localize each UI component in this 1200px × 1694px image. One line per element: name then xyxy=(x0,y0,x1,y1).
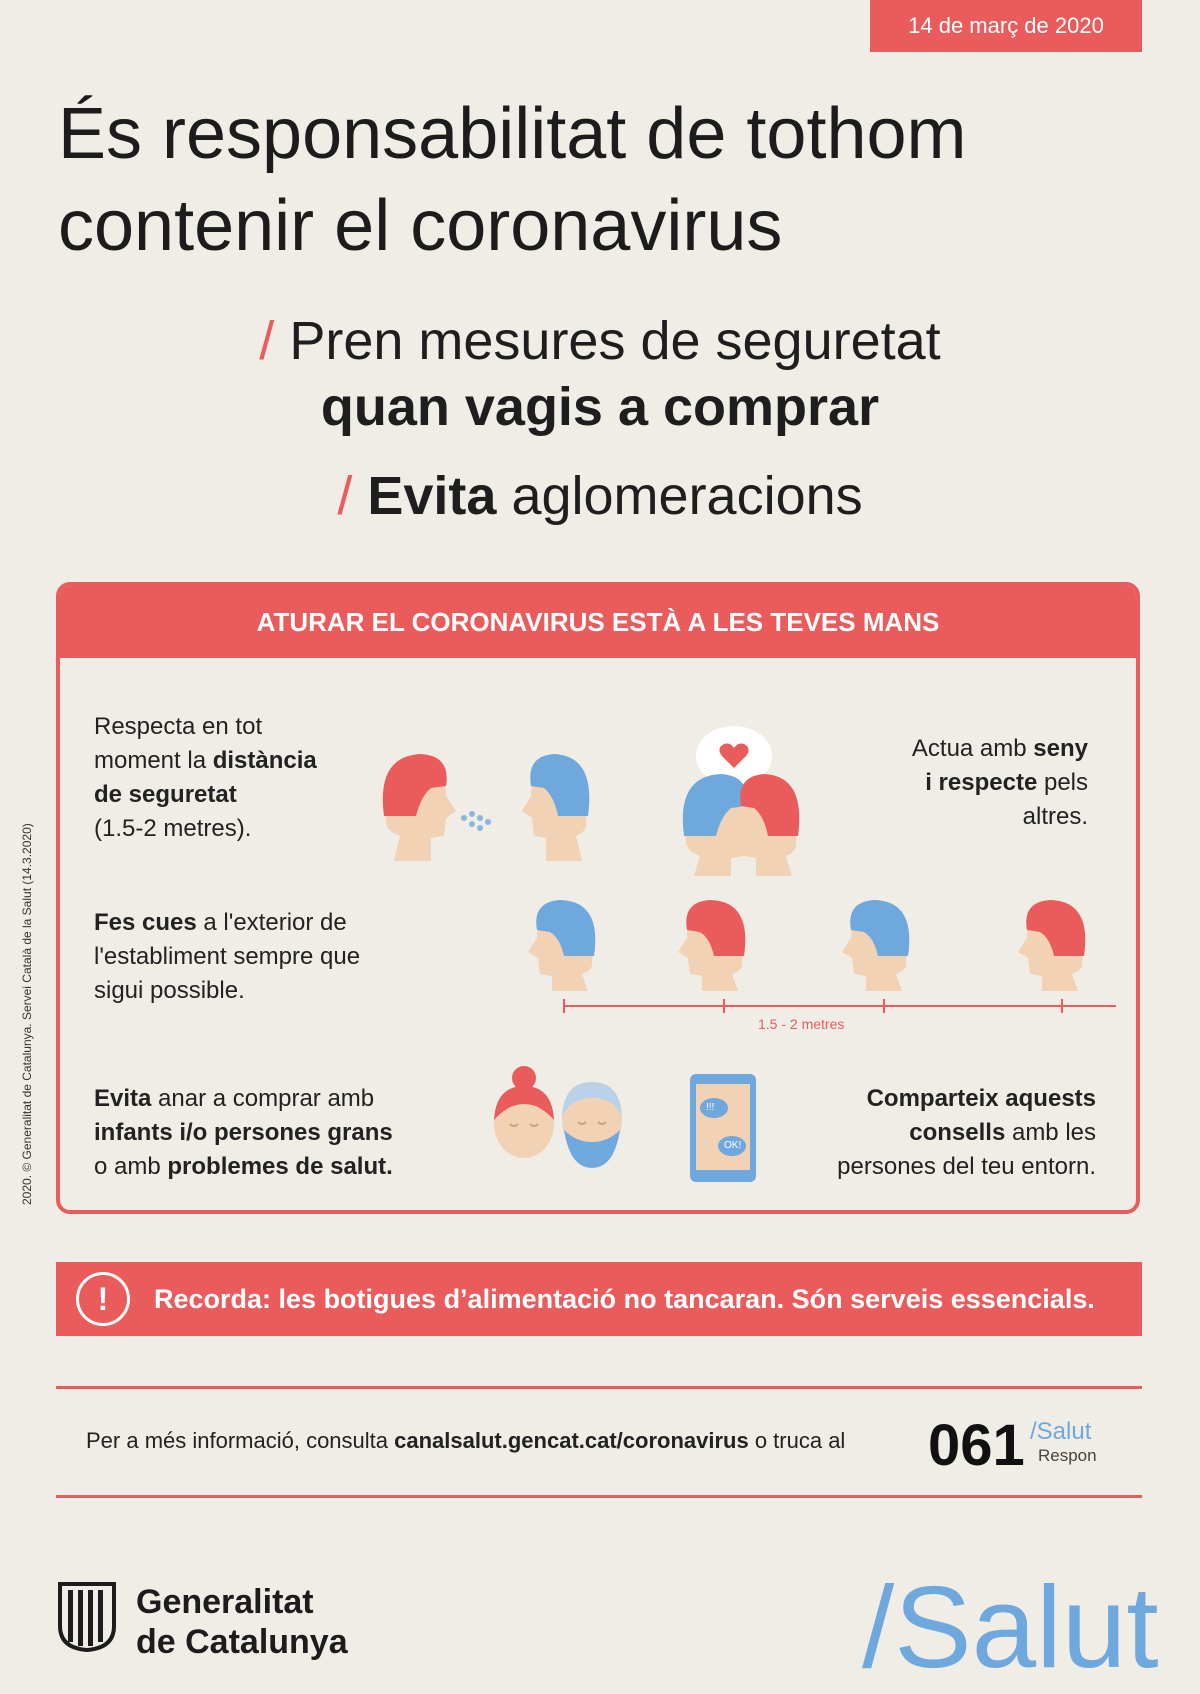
phone-number[interactable]: 061 xyxy=(928,1413,1025,1478)
tip-text: persones del teu entorn. xyxy=(837,1153,1096,1180)
info-link[interactable]: canalsalut.gencat.cat/coronavirus xyxy=(394,1428,749,1453)
distance-label: 1.5 - 2 metres xyxy=(758,1016,845,1032)
distance-arrows xyxy=(564,999,1116,1013)
date-text: 14 de març de 2020 xyxy=(908,13,1104,38)
head-red-icon xyxy=(732,774,799,876)
page-title xyxy=(58,88,967,272)
reminder-text: Recorda: les botigues d’alimentació no tancaran. Són serveis essencials. xyxy=(154,1283,1095,1314)
subtitle-line-2: quan vagis a comprar xyxy=(320,377,880,437)
tip-share xyxy=(837,1082,1096,1184)
subtitle-line-1: Pren mesures de seguretat xyxy=(289,311,941,371)
tip-text: moment la xyxy=(94,747,213,774)
alert-icon: ! xyxy=(76,1272,130,1326)
tip-text: sigui possible. xyxy=(94,977,245,1004)
tip-bold: problemes de salut. xyxy=(167,1153,393,1180)
tip-text: amb les xyxy=(1005,1119,1096,1146)
title-line-2: contenir el coronavirus xyxy=(58,186,783,266)
tip-text: Respecta en tot xyxy=(94,713,263,740)
tip-respect xyxy=(912,732,1088,834)
tips-box xyxy=(56,582,1140,1214)
date-badge xyxy=(870,0,1142,52)
generalitat-logo-icon xyxy=(56,1580,118,1652)
info-text: Per a més informació, consulta xyxy=(86,1428,395,1453)
tip-bold: Fes cues xyxy=(94,909,197,936)
distance-illustration xyxy=(376,726,816,896)
tips-box-header: ATURAR EL CORONAVIRUS ESTÀ A LES TEVES MANS xyxy=(60,586,1136,658)
tip-bold: consells xyxy=(909,1119,1006,1146)
divider-top xyxy=(56,1386,1142,1389)
phone-bubble-1: !!! xyxy=(706,1102,715,1113)
subtitle-crowds-bold: Evita xyxy=(367,466,497,526)
tip-text: anar a comprar amb xyxy=(151,1085,375,1112)
tip-bold: Evita xyxy=(94,1085,152,1112)
tip-text: pels xyxy=(1037,769,1088,796)
gen-line-1: Generalitat xyxy=(136,1583,314,1621)
tip-avoid-vulnerable xyxy=(94,1082,393,1184)
tip-bold: infants i/o persones grans xyxy=(94,1119,393,1146)
generalitat-name xyxy=(136,1582,348,1662)
salut-logo: /Salut xyxy=(862,1562,1159,1692)
divider-bottom xyxy=(56,1495,1142,1498)
tip-text: a l'exterior de xyxy=(196,909,347,936)
subtitle-shopping xyxy=(0,308,1200,440)
tip-text: o amb xyxy=(94,1153,168,1180)
tip-queue xyxy=(94,906,360,1008)
info-text: o truca al xyxy=(748,1428,846,1453)
tip-bold: distància xyxy=(212,747,317,774)
tip-bold: de seguretat xyxy=(94,781,237,808)
tip-bold: i respecte xyxy=(925,769,1038,796)
slash-mark: / xyxy=(337,466,353,526)
head-blue-icon xyxy=(528,900,595,991)
bearded-man-icon xyxy=(562,1082,622,1168)
queue-illustration xyxy=(516,876,1116,1016)
subtitle-crowds xyxy=(0,465,1200,527)
head-red-icon xyxy=(678,900,745,991)
head-red-icon xyxy=(1018,900,1085,991)
vulnerable-people-illustration xyxy=(488,1064,628,1174)
tip-bold: seny xyxy=(1033,735,1088,762)
tip-distance xyxy=(94,710,317,846)
more-info-text xyxy=(86,1428,845,1454)
head-blue-icon xyxy=(842,900,909,991)
tip-text: l'establiment sempre que xyxy=(94,943,361,970)
tip-text: (1.5-2 metres). xyxy=(94,815,252,842)
respon-label: Respon xyxy=(1038,1446,1097,1465)
phone-chat-icon xyxy=(688,1072,758,1184)
reminder-banner xyxy=(56,1262,1142,1336)
copyright-text: 2020. © Generalitat de Catalunya. Servei Català de la Salut (14.3.2020) xyxy=(20,823,34,1205)
gen-line-2: de Catalunya xyxy=(136,1623,348,1661)
phone-bubble-2: OK! xyxy=(724,1140,742,1151)
head-blue-icon xyxy=(522,754,589,861)
woman-bun-icon xyxy=(494,1066,554,1158)
title-line-1: És responsabilitat de tothom xyxy=(58,94,967,174)
tip-text: altres. xyxy=(1022,803,1088,830)
salut-respon-label: /Salut xyxy=(1030,1418,1092,1445)
slash-mark: / xyxy=(259,311,275,371)
head-red-icon xyxy=(383,754,491,861)
tip-text: Actua amb xyxy=(911,735,1034,762)
subtitle-crowds-rest: aglomeracions xyxy=(496,466,863,526)
tip-bold: Comparteix aquests xyxy=(866,1085,1096,1112)
